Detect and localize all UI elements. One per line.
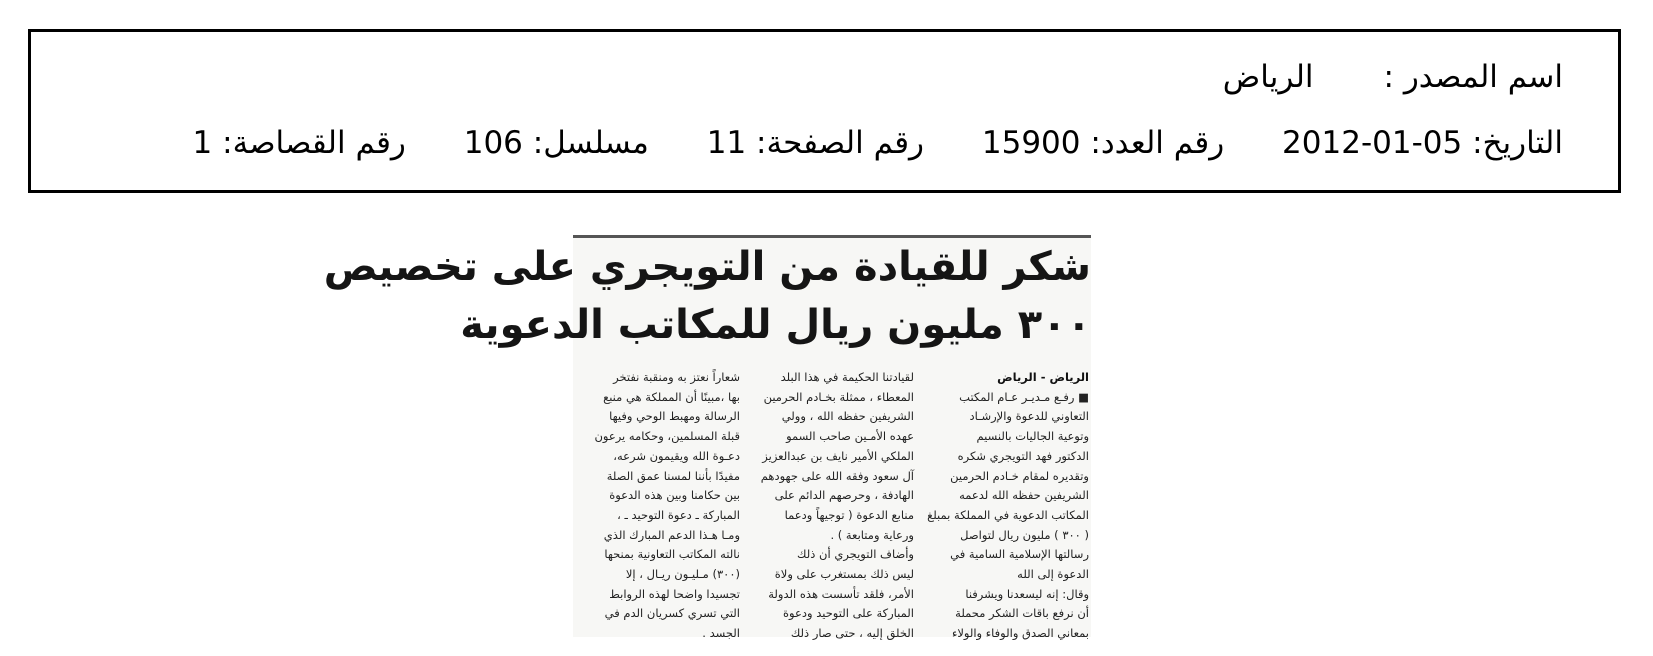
article-column-3: [576, 368, 740, 641]
text-line: الشريفين حفظه الله لدعمه: [959, 488, 1089, 503]
text-line: قبلة المسلمين، وحكامه يرعون: [594, 429, 740, 444]
text-line: منابع الدعوة ( توجيهاً ودعما: [784, 507, 914, 522]
text-line: الرسالة ومهبط الوحي وفيها: [609, 409, 740, 424]
text-line: بين حكامنا وبين هذه الدعوة: [609, 488, 740, 503]
text-line: (٣٠٠) مـليـون ريـال ، إلا: [625, 567, 740, 582]
text-line: الخلق إليه ، حتى صار ذلك: [790, 626, 914, 641]
article-column-1: [925, 368, 1089, 641]
clipping-metadata-box: [28, 29, 1621, 193]
text-line: التي تسري كسريان الدم في: [604, 606, 740, 621]
text-line: الدكتور فهد التويجري شكره: [957, 448, 1089, 463]
newspaper-clipping: [323, 235, 1091, 641]
text-line: ■ رفـع مـديـر عـام المكتب: [959, 389, 1089, 404]
clipping-label: رقم القصاصة:: [222, 125, 406, 161]
text-line: الشريفين حفظه الله ، وولي: [781, 409, 914, 424]
date-label: التاريخ:: [1472, 125, 1563, 161]
clipping-top-rule: [573, 235, 1091, 238]
headline-line-1: شكر للقيادة من التويجري على تخصيص: [323, 244, 1091, 290]
text-line: بمعاني الصدق والوفاء والولاء: [951, 626, 1089, 641]
issue-label: رقم العدد:: [1090, 125, 1225, 161]
page-label: رقم الصفحة:: [756, 125, 925, 161]
serial-value: 106: [463, 125, 523, 161]
article-body: [573, 368, 1091, 641]
source-label: اسم المصدر :: [1383, 59, 1563, 95]
text-line: رسالتها الإسلامية السامية في: [950, 547, 1089, 562]
text-line: دعـوة الله ويقيمون شرعه،: [613, 448, 740, 463]
text-line: المعطاء ، ممثلة بخـادم الحرمين: [763, 389, 914, 404]
source-row: [1223, 59, 1563, 95]
text-line: وتقديره لمقام خـادم الحرمين: [950, 468, 1089, 483]
text-line: الملكي الأمير نايف بن عبدالعزيز: [762, 448, 914, 463]
text-line: تجسيدا واضحا لهذه الروابط: [609, 586, 740, 601]
text-line: آل سعود وفقه الله على جهودهم: [760, 468, 914, 483]
text-line: الجسد .: [702, 626, 740, 641]
serial-label: مسلسل:: [532, 125, 649, 161]
text-line: ليس ذلك بمستغرب على ولاة: [774, 567, 914, 582]
text-line: نالته المكاتب التعاونية بمنحها: [604, 547, 740, 562]
page-value: 11: [706, 125, 747, 161]
text-line: المباركة على التوحيد ودعوة: [783, 606, 914, 621]
text-line: التعاوني للدعوة والإرشـاد: [969, 409, 1089, 424]
text-line: أن نرفع باقات الشكر محملة: [955, 606, 1089, 621]
byline: الرياض - الرياض: [997, 370, 1089, 384]
clipping-value: 1: [192, 125, 213, 161]
text-line: ومـا هـذا الدعم المبارك الذي: [603, 527, 740, 542]
headline-line-2: ٣٠٠ مليون ريال للمكاتب الدعوية: [460, 302, 1091, 348]
text-line: الهادفة ، وحرصهم الدائم على: [774, 488, 914, 503]
text-line: وقال: إنه ليسعدنا ويشرفنا: [965, 586, 1089, 601]
article-column-2: [750, 368, 914, 641]
text-line: المباركة ـ دعوة التوحيد ـ ،: [617, 507, 740, 522]
text-line: الأمر، فلقد تأسست هذه الدولة: [768, 586, 914, 601]
text-line: وأضاف التويجري أن ذلك: [797, 547, 914, 562]
text-line: عهده الأمـين صاحب السمو: [786, 429, 914, 444]
issue-value: 15900: [981, 125, 1081, 161]
text-line: الدعوة إلى الله: [1017, 567, 1089, 582]
text-line: ورعاية ومتابعة ) .: [830, 527, 914, 542]
details-row: [193, 125, 1563, 161]
date-value: 2012-01-05: [1282, 125, 1463, 161]
text-line: مفيدًا بأننا لمسنا عمق الصلة: [606, 468, 740, 483]
source-value: الرياض: [1222, 59, 1314, 95]
text-line: المكاتب الدعوية في المملكة بمبلغ: [927, 507, 1089, 522]
text-line: بها ،مبينًا أن المملكة هي منبع: [603, 389, 740, 404]
text-line: ( ٣٠٠ ) مليون ريال لتواصل: [960, 527, 1089, 542]
text-line: وتوعية الجاليات بالنسيم: [976, 429, 1089, 444]
text-line: لقيادتنا الحكيمة في هذا البلد: [780, 370, 914, 384]
text-line: شعاراً نعتز به ومنقبة نفتخر: [613, 370, 740, 384]
